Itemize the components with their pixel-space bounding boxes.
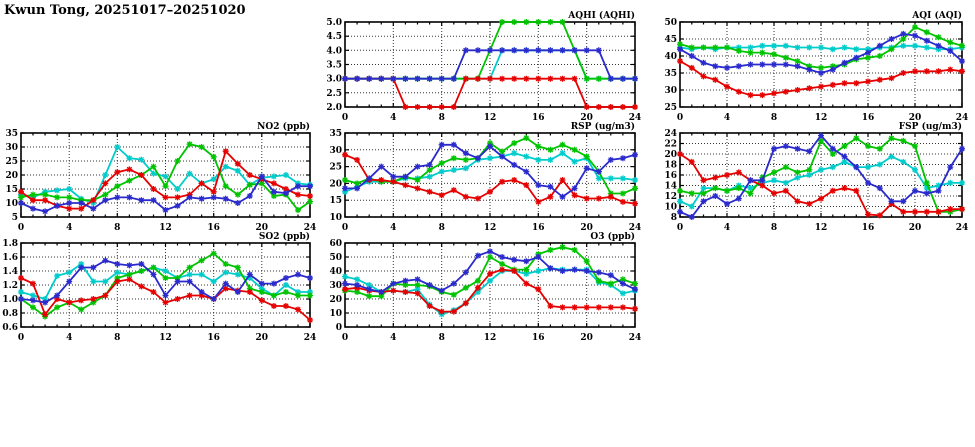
x-tick-label: 4 [390,333,397,343]
chart-aqi-plot [648,8,975,129]
y-tick-label: 3.0 [326,74,342,85]
x-tick-label: 0 [341,333,349,343]
x-tick-label: 12 [483,113,497,123]
x-tick-label: 24 [628,333,642,343]
chart-aqhi [313,8,649,133]
chart-o3-plot [313,229,649,349]
y-tick-label: 1.8 [2,239,18,249]
y-tick-label: 2.5 [326,88,342,99]
y-tick-label: 12 [664,192,677,202]
x-tick-label: 8 [438,223,445,233]
x-tick-label: 4 [66,333,73,343]
y-tick-label: 4.5 [326,32,342,43]
x-tick-label: 0 [341,113,349,123]
chart-so2 [0,229,324,353]
chart-rsp-plot [313,119,649,239]
y-tick-label: 25 [5,157,18,167]
y-tick-label: 20 [329,179,342,190]
y-tick-label: 3.5 [326,60,342,71]
x-tick-label: 4 [390,113,397,123]
chart-title: NO2 (ppb) [257,122,310,132]
page-title: Kwun Tong, 20251017–20251020 [4,3,246,18]
chart-title: FSP (ug/m3) [898,122,962,132]
y-tick-label: 5 [11,213,18,223]
x-tick-label: 16 [532,333,545,343]
y-tick-label: 30 [329,145,342,156]
x-tick-label: 24 [955,223,969,233]
y-tick-label: 1.6 [2,253,18,263]
x-tick-label: 20 [908,113,922,123]
y-tick-label: 20 [664,150,677,160]
chart-fsp-plot [648,119,975,239]
chart-title: AQHI (AQHI) [568,11,635,21]
y-tick-label: 0 [335,323,342,333]
y-tick-label: 35 [5,129,18,139]
x-tick-label: 12 [159,223,172,233]
x-tick-label: 20 [580,223,593,233]
y-tick-label: 1.4 [2,267,18,277]
y-tick-label: 35 [329,129,342,139]
x-tick-label: 0 [341,223,349,233]
chart-so2-plot [0,229,324,349]
y-tick-label: 0.6 [2,323,18,333]
chart-aqhi-plot [313,8,649,129]
y-tick-label: 1.0 [2,295,18,305]
y-tick-label: 8 [670,213,677,223]
chart-o3 [313,229,649,353]
y-tick-label: 50 [329,253,342,263]
y-tick-label: 10 [664,202,677,213]
x-tick-label: 20 [580,333,593,343]
x-tick-label: 4 [66,223,73,233]
y-tick-label: 45 [664,35,677,45]
x-tick-label: 0 [17,333,25,343]
x-tick-label: 8 [438,113,445,123]
y-tick-label: 50 [664,18,677,28]
chart-title: RSP (ug/m3) [570,122,635,132]
x-tick-label: 12 [483,333,497,343]
y-tick-label: 40 [329,267,342,277]
y-tick-label: 20 [329,295,342,305]
x-tick-label: 8 [114,333,121,343]
x-tick-label: 8 [770,113,778,123]
x-tick-label: 8 [438,333,445,343]
x-tick-label: 4 [723,113,731,123]
y-tick-label: 18 [664,160,677,171]
y-tick-label: 30 [329,281,342,291]
chart-no2 [0,119,324,243]
x-tick-label: 12 [814,113,828,123]
y-tick-label: 60 [329,239,342,249]
y-tick-label: 10 [5,199,18,209]
y-tick-label: 25 [329,162,342,173]
x-tick-label: 24 [628,113,642,123]
x-tick-label: 16 [532,223,545,233]
x-tick-label: 0 [17,223,25,233]
y-tick-label: 20 [5,171,18,181]
chart-rsp [313,119,649,243]
y-tick-label: 5.0 [326,18,342,28]
x-tick-label: 16 [861,223,875,233]
y-tick-label: 30 [664,86,677,96]
y-tick-label: 22 [664,139,677,150]
chart-title: SO2 (ppb) [258,232,310,242]
x-tick-label: 24 [303,223,317,233]
y-tick-label: 15 [5,185,18,195]
y-tick-label: 15 [329,196,342,207]
chart-fsp [648,119,975,243]
chart-title: AQI (AQI) [912,11,962,21]
x-tick-label: 20 [908,223,922,233]
x-tick-label: 24 [303,333,317,343]
x-tick-label: 16 [207,223,220,233]
x-tick-label: 24 [955,113,969,123]
y-tick-label: 0.8 [2,309,18,319]
y-tick-label: 14 [664,181,677,192]
chart-aqi [648,8,975,133]
x-tick-label: 16 [532,113,545,123]
x-tick-label: 24 [628,223,642,233]
y-tick-label: 4.0 [326,46,342,57]
y-tick-label: 10 [329,309,342,319]
x-tick-label: 16 [861,113,875,123]
y-tick-label: 10 [329,213,342,223]
x-tick-label: 16 [207,333,220,343]
chart-title: O3 (ppb) [590,232,635,242]
x-tick-label: 12 [814,223,828,233]
y-tick-label: 30 [5,143,18,153]
chart-no2-plot [0,119,324,239]
y-tick-label: 25 [664,103,677,113]
x-tick-label: 8 [770,223,778,233]
x-tick-label: 0 [676,223,684,233]
y-tick-label: 1.2 [2,281,18,291]
x-tick-label: 12 [159,333,172,343]
y-tick-label: 35 [664,69,677,79]
x-tick-label: 20 [580,113,593,123]
x-tick-label: 4 [390,223,397,233]
y-tick-label: 40 [664,52,677,62]
x-tick-label: 0 [676,113,684,123]
x-tick-label: 20 [255,223,269,233]
x-tick-label: 8 [114,223,121,233]
y-tick-label: 16 [664,171,677,181]
x-tick-label: 20 [255,333,269,343]
y-tick-label: 2.0 [326,103,342,113]
x-tick-label: 4 [723,223,731,233]
x-tick-label: 12 [483,223,497,233]
y-tick-label: 24 [664,129,677,139]
